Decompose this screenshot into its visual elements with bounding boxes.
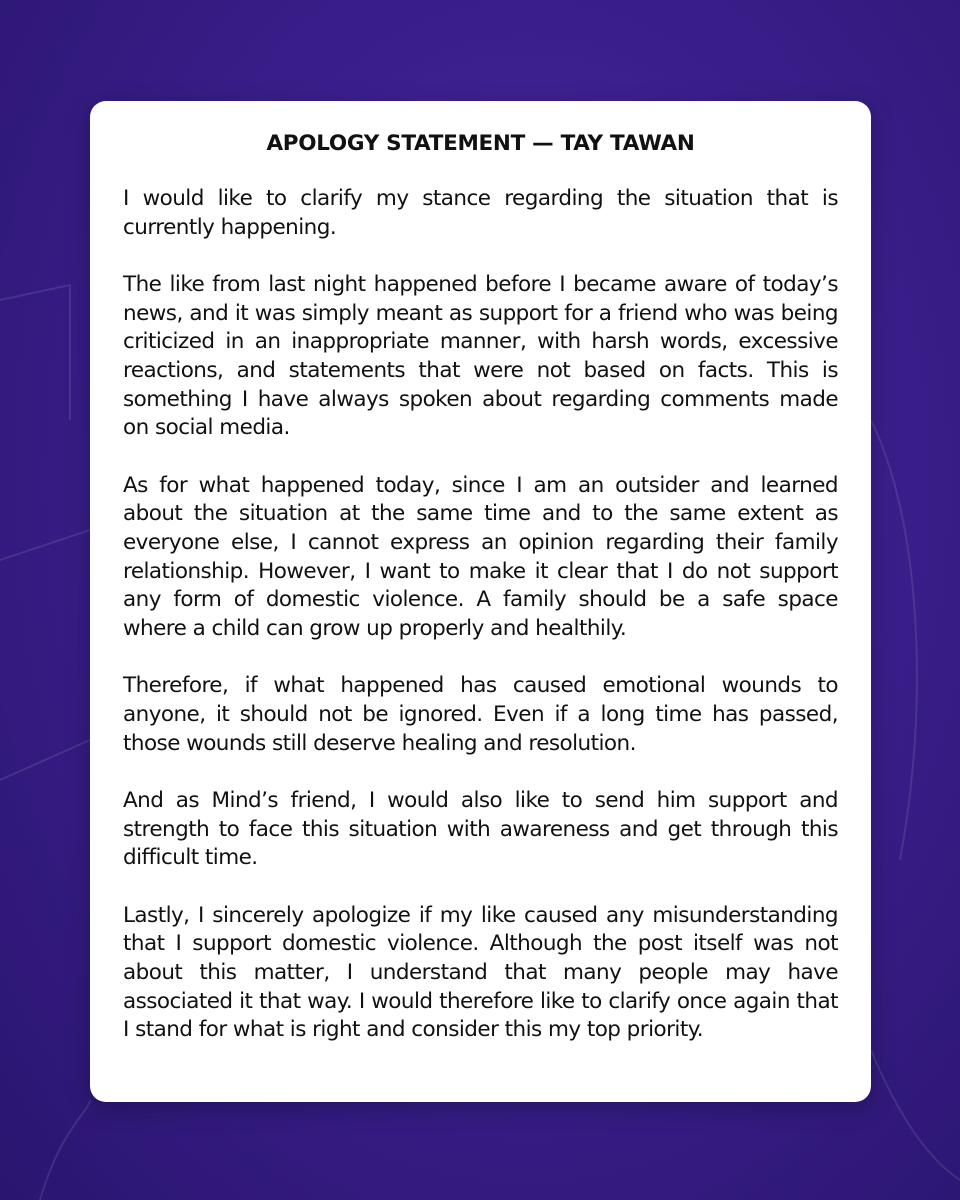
statement-paragraph-1: I would like to clarify my stance regarding the situation that is currently happening. bbox=[123, 186, 838, 240]
statement-title: APOLOGY STATEMENT — TAY TAWAN bbox=[266, 131, 695, 156]
statement-paragraph-4: Therefore, if what happened has caused emotional wounds to anyone, it should not be ignored. Even if a long time has passed, those wounds still deserve healing and resolution. bbox=[123, 673, 838, 756]
statement-paragraph-2: The like from last night happened before I became aware of today’s news, and it was simply meant as support for a friend who was being criticized in an inappropriate manner, with harsh words, excessive reactions, and statements that were not based on facts. This is something I have always spoken about regarding comments made on social media. bbox=[123, 272, 838, 441]
statement-paragraph-5: And as Mind’s friend, I would also like to send him support and strength to face this situation with awareness and get through this difficult time. bbox=[123, 788, 838, 871]
statement-card bbox=[90, 101, 871, 1102]
statement-paragraph-6: Lastly, I sincerely apologize if my like caused any misunderstanding that I support domestic violence. Although the post itself was not about this matter, I understand that many people may have associated it that way. I would therefore like to clarify once again that I stand for what is right and consider this my top priority. bbox=[123, 902, 838, 1043]
statement-paragraph-3: As for what happened today, since I am an outsider and learned about the situation at the same time and to the same extent as everyone else, I cannot express an opinion regarding their family relationship. However, I want to make it clear that I do not support any form of domestic violence. A family should be a safe space where a child can grow up properly and healthily. bbox=[123, 472, 838, 641]
